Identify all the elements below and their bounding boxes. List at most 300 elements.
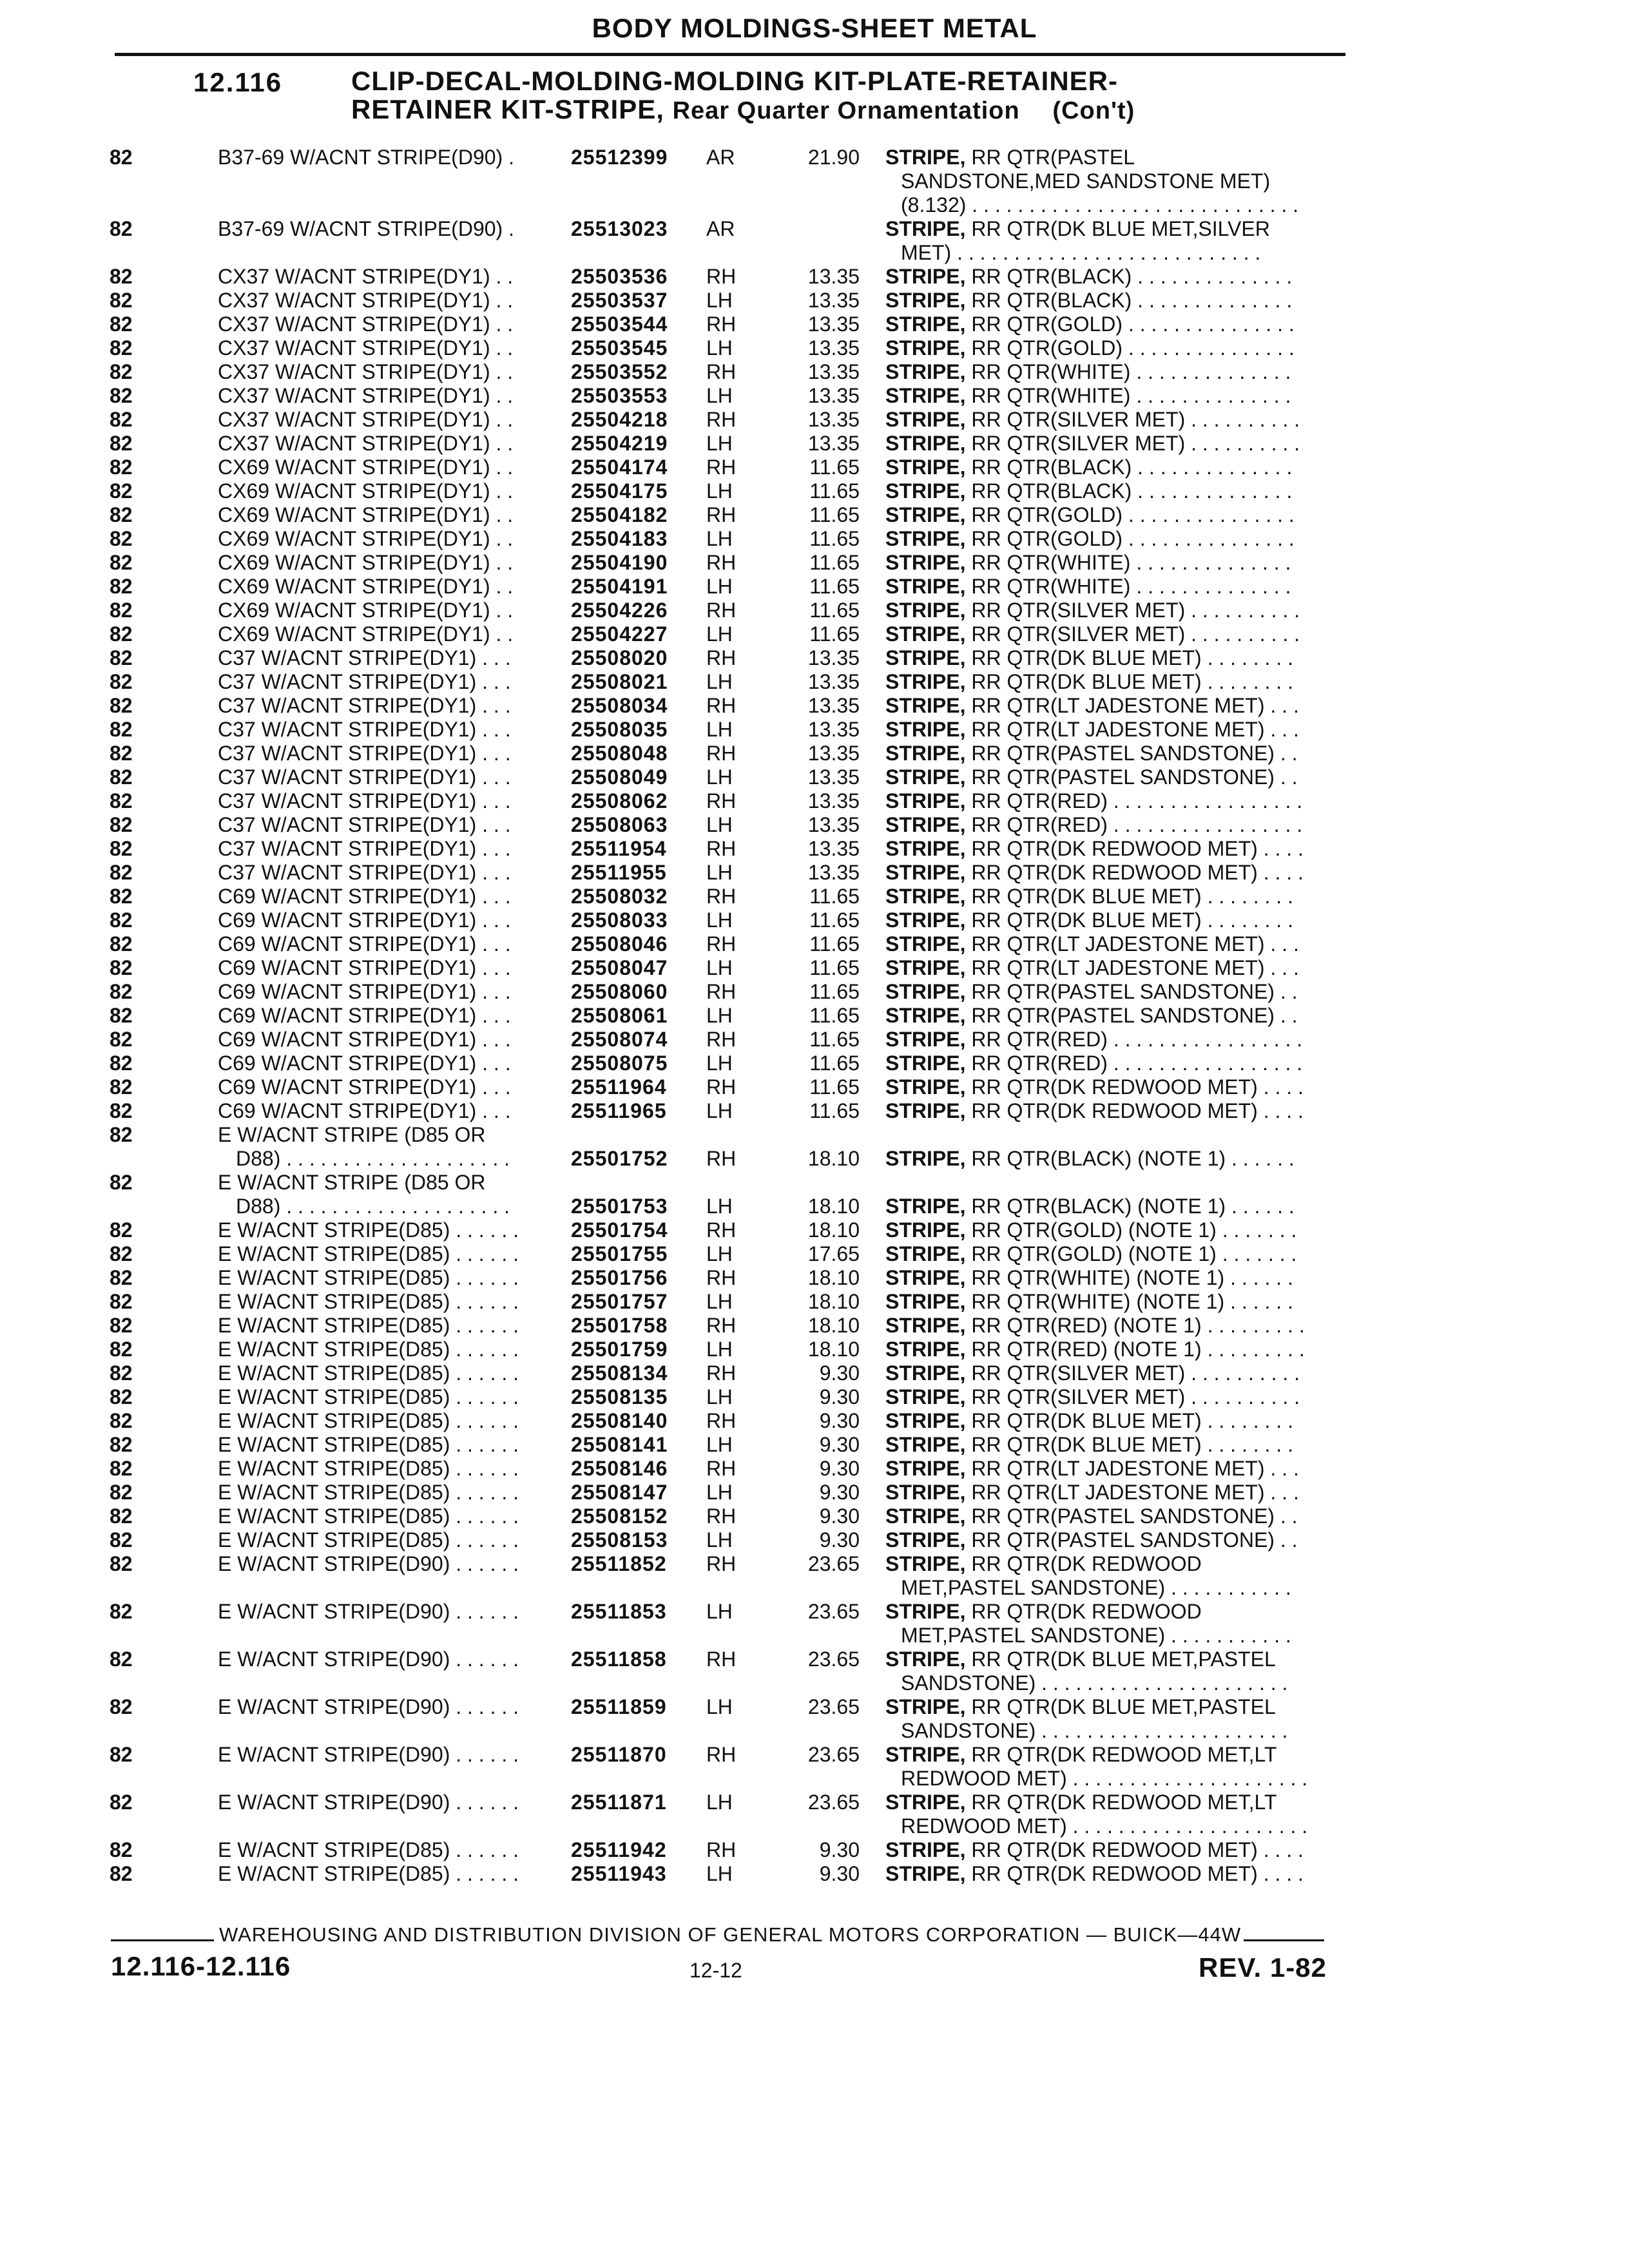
part-name-keyword: STRIPE, [885, 813, 966, 836]
part-name-keyword: STRIPE, [885, 1743, 966, 1766]
part-name-keyword: STRIPE, [885, 622, 966, 646]
group-number: 82 [110, 527, 133, 550]
part-number: 25504174 [571, 456, 668, 479]
table-row [0, 1457, 1629, 1481]
table-row [0, 932, 1629, 956]
side-code: AR [706, 146, 735, 169]
table-row [0, 432, 1629, 456]
part-name [879, 765, 1349, 789]
page-header: BODY MOLDINGS-SHEET METAL [592, 13, 1037, 43]
part-name-keyword: STRIPE, [885, 932, 966, 956]
table-row [0, 1481, 1629, 1504]
side-code: LH [706, 765, 733, 789]
price: 23.65 [807, 1552, 860, 1575]
part-name-detail: RR QTR(LT JADESTONE MET) . . . [965, 1457, 1299, 1480]
model-description: E W/ACNT STRIPE(D90) . . . . . . [218, 1743, 519, 1766]
part-name-detail: RR QTR(PASTEL SANDSTONE) . . [965, 1504, 1298, 1528]
part-name [879, 789, 1349, 813]
part-name [879, 1838, 1349, 1862]
part-name-keyword: STRIPE, [885, 1195, 966, 1218]
part-name-keyword: STRIPE, [885, 1791, 966, 1814]
part-name [879, 1099, 1349, 1123]
group-number: 82 [110, 479, 133, 503]
part-name-continuation: REDWOOD MET) . . . . . . . . . . . . . . . . . . . . . [901, 1814, 1308, 1838]
part-name-keyword: STRIPE, [885, 1481, 966, 1504]
price: 13.35 [807, 289, 860, 312]
part-name [879, 670, 1349, 694]
part-number: 25508035 [571, 718, 668, 741]
side-code: RH [706, 1218, 737, 1242]
group-number: 82 [110, 575, 133, 598]
price: 23.65 [807, 1600, 860, 1623]
part-name [879, 1385, 1349, 1409]
table-row [0, 1743, 1629, 1791]
price: 11.65 [809, 1075, 860, 1099]
table-row [0, 1099, 1629, 1123]
part-name-detail: RR QTR(GOLD) . . . . . . . . . . . . . . . [965, 527, 1295, 550]
part-name-detail: RR QTR(DK BLUE MET,PASTEL [965, 1648, 1276, 1671]
part-name-keyword: STRIPE, [885, 1266, 966, 1289]
part-name [879, 599, 1349, 622]
part-number: 25511954 [571, 837, 667, 860]
part-name-keyword: STRIPE, [885, 503, 966, 526]
footer-rule-right [1244, 1939, 1324, 1941]
table-row [0, 885, 1629, 908]
group-number: 82 [110, 265, 133, 288]
side-code: LH [706, 908, 733, 932]
part-number: 25503553 [571, 384, 668, 407]
price: 9.30 [819, 1433, 860, 1456]
section-title-line1: CLIP-DECAL-MOLDING-MOLDING KIT-PLATE-RETAINER- [351, 66, 1118, 96]
table-row [0, 1171, 1629, 1218]
price: 23.65 [807, 1743, 860, 1766]
part-name [879, 1743, 1349, 1791]
side-code: RH [706, 1361, 737, 1385]
table-row [0, 1433, 1629, 1457]
table-row [0, 575, 1629, 599]
group-number: 82 [110, 1075, 133, 1099]
part-name [879, 718, 1349, 742]
price: 13.35 [807, 694, 860, 717]
side-code: LH [706, 1052, 733, 1075]
group-number: 82 [110, 432, 133, 455]
side-code: LH [706, 1791, 733, 1814]
price: 13.35 [807, 813, 860, 836]
part-number: 25501757 [571, 1290, 668, 1313]
part-number: 25508141 [571, 1433, 668, 1456]
part-number: 25511955 [571, 861, 667, 884]
model-description: C37 W/ACNT STRIPE(DY1) . . . [218, 861, 511, 884]
part-name-keyword: STRIPE, [885, 718, 966, 741]
model-description: C69 W/ACNT STRIPE(DY1) . . . [218, 885, 511, 908]
part-number: 25511853 [571, 1600, 667, 1623]
table-row [0, 813, 1629, 837]
part-number: 25501754 [571, 1218, 668, 1242]
price: 11.65 [809, 456, 860, 479]
part-name-detail: RR QTR(DK BLUE MET,PASTEL [965, 1695, 1276, 1718]
model-description-line1: E W/ACNT STRIPE (D85 OR [218, 1123, 486, 1146]
side-code: LH [706, 1600, 733, 1623]
side-code: RH [706, 1314, 737, 1337]
side-code: LH [706, 1695, 733, 1718]
table-row [0, 1075, 1629, 1099]
part-name [879, 146, 1349, 217]
model-description: C69 W/ACNT STRIPE(DY1) . . . [218, 1099, 511, 1122]
table-row [0, 1123, 1629, 1171]
side-code: RH [706, 265, 737, 288]
table-row [0, 718, 1629, 742]
part-name-continuation: MET,PASTEL SANDSTONE) . . . . . . . . . . . [901, 1576, 1291, 1599]
part-name-keyword: STRIPE, [885, 742, 966, 765]
side-code: RH [706, 1266, 737, 1289]
price: 11.65 [809, 479, 860, 503]
table-row [0, 1552, 1629, 1600]
price: 18.10 [807, 1290, 860, 1313]
part-name-detail: RR QTR(DK BLUE MET) . . . . . . . . [965, 1433, 1293, 1456]
table-row [0, 384, 1629, 408]
part-name-keyword: STRIPE, [885, 1457, 966, 1480]
price: 13.35 [807, 265, 860, 288]
price: 23.65 [807, 1695, 860, 1718]
part-name-keyword: STRIPE, [885, 265, 966, 288]
part-name [879, 1791, 1349, 1838]
side-code: LH [706, 670, 733, 693]
model-description: E W/ACNT STRIPE(D85) . . . . . . [218, 1385, 519, 1408]
price: 9.30 [819, 1528, 860, 1552]
part-name-detail: RR QTR(DK BLUE MET) . . . . . . . . [965, 1409, 1293, 1432]
part-name-detail: RR QTR(DK REDWOOD MET) . . . . [965, 1099, 1304, 1122]
table-row [0, 217, 1629, 265]
table-row [0, 289, 1629, 312]
group-number: 82 [110, 1600, 133, 1623]
part-name [879, 885, 1349, 908]
part-name-detail: RR QTR(SILVER MET) . . . . . . . . . . [965, 599, 1300, 622]
part-number: 25508033 [571, 908, 668, 932]
part-name-keyword: STRIPE, [885, 694, 966, 717]
price: 11.65 [809, 980, 860, 1003]
group-number: 82 [110, 456, 133, 479]
part-name [879, 384, 1349, 408]
price: 9.30 [819, 1361, 860, 1385]
part-name-detail: RR QTR(SILVER MET) . . . . . . . . . . [965, 1361, 1300, 1385]
price: 21.90 [807, 146, 860, 169]
part-name-keyword: STRIPE, [885, 1338, 966, 1361]
side-code: RH [706, 932, 737, 956]
model-description: CX69 W/ACNT STRIPE(DY1) . . [218, 551, 514, 574]
table-row [0, 527, 1629, 551]
model-description-line1: E W/ACNT STRIPE (D85 OR [218, 1171, 486, 1194]
model-description: E W/ACNT STRIPE(D85) . . . . . . [218, 1338, 519, 1361]
price: 18.10 [807, 1218, 860, 1242]
price: 23.65 [807, 1791, 860, 1814]
table-row [0, 408, 1629, 432]
side-code: AR [706, 217, 735, 240]
price: 11.65 [809, 956, 860, 979]
part-name-continuation: REDWOOD MET) . . . . . . . . . . . . . . . . . . . . . [901, 1767, 1308, 1790]
table-row [0, 622, 1629, 646]
part-name-detail: RR QTR(GOLD) . . . . . . . . . . . . . . . [965, 503, 1295, 526]
side-code: LH [706, 1862, 733, 1885]
price: 13.35 [807, 718, 860, 741]
model-description: C69 W/ACNT STRIPE(DY1) . . . [218, 956, 511, 979]
part-name-detail: RR QTR(DK REDWOOD MET) . . . . [965, 1838, 1304, 1861]
group-number: 82 [110, 1266, 133, 1289]
section-code: 12.116 [193, 67, 283, 97]
part-number: 25504191 [571, 575, 668, 598]
part-name [879, 1123, 1349, 1171]
group-number: 82 [110, 1385, 133, 1408]
side-code: RH [706, 456, 737, 479]
model-description: E W/ACNT STRIPE(D85) . . . . . . [218, 1290, 519, 1313]
part-name-keyword: STRIPE, [885, 1648, 966, 1671]
side-code: LH [706, 1004, 733, 1027]
group-number: 82 [110, 1171, 133, 1194]
group-number: 82 [110, 312, 133, 336]
part-name [879, 456, 1349, 479]
part-name [879, 1528, 1349, 1552]
part-name-keyword: STRIPE, [885, 789, 966, 812]
part-name-detail: RR QTR(LT JADESTONE MET) . . . [965, 1481, 1299, 1504]
group-number: 82 [110, 1361, 133, 1385]
price: 13.35 [807, 336, 860, 360]
model-description: CX37 W/ACNT STRIPE(DY1) . . [218, 384, 514, 407]
model-description: CX37 W/ACNT STRIPE(DY1) . . [218, 408, 514, 431]
group-number: 82 [110, 503, 133, 526]
part-number: 25508074 [571, 1028, 668, 1051]
table-row [0, 861, 1629, 885]
group-number: 82 [110, 1242, 133, 1265]
group-number: 82 [110, 384, 133, 407]
group-number: 82 [110, 1123, 133, 1146]
part-name [879, 1004, 1349, 1028]
part-name [879, 265, 1349, 289]
part-name-keyword: STRIPE, [885, 1695, 966, 1718]
side-code: LH [706, 527, 733, 550]
table-row [0, 694, 1629, 718]
part-number: 25508021 [571, 670, 668, 693]
section-title [351, 67, 1135, 125]
part-name [879, 1052, 1349, 1075]
side-code: RH [706, 1028, 737, 1051]
table-row [0, 1409, 1629, 1433]
part-name [879, 1409, 1349, 1433]
table-row [0, 837, 1629, 861]
group-number: 82 [110, 289, 133, 312]
price: 23.65 [807, 1648, 860, 1671]
part-name-detail: RR QTR(PASTEL SANDSTONE) . . [965, 1528, 1298, 1552]
price: 13.35 [807, 837, 860, 860]
price: 9.30 [819, 1385, 860, 1408]
part-number: 25508135 [571, 1385, 668, 1408]
part-name-detail: RR QTR(WHITE) . . . . . . . . . . . . . . [965, 360, 1291, 383]
part-name-keyword: STRIPE, [885, 1052, 966, 1075]
part-name-detail: RR QTR(SILVER MET) . . . . . . . . . . [965, 432, 1300, 455]
part-number: 25504190 [571, 551, 668, 574]
side-code: RH [706, 408, 737, 431]
part-name [879, 1338, 1349, 1361]
part-name-keyword: STRIPE, [885, 1290, 966, 1313]
table-row [0, 742, 1629, 765]
side-code: RH [706, 1075, 737, 1099]
group-number: 82 [110, 813, 133, 836]
side-code: LH [706, 813, 733, 836]
part-number: 25503552 [571, 360, 668, 383]
part-name [879, 432, 1349, 456]
group-number: 82 [110, 1099, 133, 1122]
part-name-keyword: STRIPE, [885, 1147, 966, 1170]
footer-rule-left [111, 1939, 214, 1941]
model-description: E W/ACNT STRIPE(D90) . . . . . . [218, 1552, 519, 1575]
part-name-detail: RR QTR(DK BLUE MET) . . . . . . . . [965, 885, 1293, 908]
model-description [218, 1123, 571, 1171]
model-description: C37 W/ACNT STRIPE(DY1) . . . [218, 646, 511, 669]
part-name-keyword: STRIPE, [885, 312, 966, 336]
part-name-detail: RR QTR(GOLD) (NOTE 1) . . . . . . . [965, 1242, 1297, 1265]
part-name-detail: RR QTR(LT JADESTONE MET) . . . [965, 932, 1299, 956]
model-description: C69 W/ACNT STRIPE(DY1) . . . [218, 1004, 511, 1027]
part-name [879, 1218, 1349, 1242]
part-name [879, 1552, 1349, 1600]
part-name-keyword: STRIPE, [885, 1004, 966, 1027]
group-number: 82 [110, 908, 133, 932]
part-number: 25511859 [571, 1695, 667, 1718]
part-number: 25508061 [571, 1004, 668, 1027]
part-name [879, 1600, 1349, 1648]
group-number: 82 [110, 1838, 133, 1861]
side-code: RH [706, 1409, 737, 1432]
side-code: LH [706, 1290, 733, 1313]
group-number: 82 [110, 1457, 133, 1480]
model-description: C69 W/ACNT STRIPE(DY1) . . . [218, 908, 511, 932]
side-code: RH [706, 980, 737, 1003]
part-number: 25511852 [571, 1552, 667, 1575]
model-description: C37 W/ACNT STRIPE(DY1) . . . [218, 694, 511, 717]
group-number: 82 [110, 1290, 133, 1313]
part-name-detail: RR QTR(LT JADESTONE MET) . . . [965, 956, 1299, 979]
part-name-keyword: STRIPE, [885, 289, 966, 312]
part-name [879, 1504, 1349, 1528]
part-name-continuation: SANDSTONE) . . . . . . . . . . . . . . . . . . . . . . [901, 1719, 1288, 1742]
price: 9.30 [819, 1457, 860, 1480]
part-name-keyword: STRIPE, [885, 432, 966, 455]
model-description: E W/ACNT STRIPE(D85) . . . . . . [218, 1838, 519, 1861]
table-row [0, 1528, 1629, 1552]
part-name [879, 837, 1349, 861]
part-number: 25508075 [571, 1052, 668, 1075]
model-description [218, 1171, 571, 1218]
part-number: 25504219 [571, 432, 668, 455]
part-name [879, 956, 1349, 980]
table-row [0, 1314, 1629, 1338]
side-code: RH [706, 312, 737, 336]
model-description: C69 W/ACNT STRIPE(DY1) . . . [218, 980, 511, 1003]
model-description: C37 W/ACNT STRIPE(DY1) . . . [218, 670, 511, 693]
model-description: CX69 W/ACNT STRIPE(DY1) . . [218, 599, 514, 622]
part-name-keyword: STRIPE, [885, 1099, 966, 1122]
part-name-detail: RR QTR(WHITE) (NOTE 1) . . . . . . [965, 1266, 1293, 1289]
table-row [0, 1600, 1629, 1648]
price: 13.35 [807, 742, 860, 765]
side-code: LH [706, 1433, 733, 1456]
side-code: LH [706, 718, 733, 741]
part-name-keyword: STRIPE, [885, 908, 966, 932]
part-number: 25501755 [571, 1242, 668, 1265]
group-number: 82 [110, 1552, 133, 1575]
header-rule [115, 53, 1345, 56]
part-name-detail: RR QTR(SILVER MET) . . . . . . . . . . [965, 408, 1300, 431]
table-row [0, 1242, 1629, 1266]
table-row [0, 1218, 1629, 1242]
part-name [879, 408, 1349, 432]
part-name [879, 1266, 1349, 1290]
part-name-continuation: (8.132) . . . . . . . . . . . . . . . . . . . . . . . . . . . . . [901, 193, 1299, 216]
part-number: 25508048 [571, 742, 668, 765]
part-number: 25503537 [571, 289, 668, 312]
part-number: 25508140 [571, 1409, 668, 1432]
group-number: 82 [110, 622, 133, 646]
table-row [0, 1361, 1629, 1385]
part-name [879, 527, 1349, 551]
model-description: CX37 W/ACNT STRIPE(DY1) . . [218, 360, 514, 383]
part-name-keyword: STRIPE, [885, 360, 966, 383]
side-code: LH [706, 1099, 733, 1122]
group-number: 82 [110, 1218, 133, 1242]
side-code: RH [706, 551, 737, 574]
part-name-keyword: STRIPE, [885, 456, 966, 479]
part-number: 25508032 [571, 885, 668, 908]
part-number: 25501759 [571, 1338, 668, 1361]
model-description: C69 W/ACNT STRIPE(DY1) . . . [218, 1028, 511, 1051]
part-name-detail: RR QTR(DK REDWOOD [965, 1552, 1202, 1575]
part-name-detail: RR QTR(BLACK) (NOTE 1) . . . . . . [965, 1147, 1295, 1170]
part-name [879, 861, 1349, 885]
side-code: RH [706, 1648, 737, 1671]
table-row [0, 360, 1629, 384]
part-name-detail: RR QTR(LT JADESTONE MET) . . . [965, 718, 1299, 741]
part-name-detail: RR QTR(DK REDWOOD MET,LT [965, 1743, 1277, 1766]
group-number: 82 [110, 742, 133, 765]
part-number: 25511871 [571, 1791, 667, 1814]
side-code: LH [706, 622, 733, 646]
price: 13.35 [807, 670, 860, 693]
part-name-detail: RR QTR(LT JADESTONE MET) . . . [965, 694, 1299, 717]
group-number: 82 [110, 765, 133, 789]
part-name [879, 1075, 1349, 1099]
part-name-detail: RR QTR(WHITE) . . . . . . . . . . . . . . [965, 551, 1291, 574]
model-description: C69 W/ACNT STRIPE(DY1) . . . [218, 1075, 511, 1099]
part-name-keyword: STRIPE, [885, 1218, 966, 1242]
part-number: 25511943 [571, 1862, 667, 1885]
table-row [0, 789, 1629, 813]
price: 11.65 [809, 599, 860, 622]
part-name [879, 1481, 1349, 1504]
group-number: 82 [110, 670, 133, 693]
side-code: RH [706, 1457, 737, 1480]
part-name-keyword: STRIPE, [885, 1504, 966, 1528]
table-row [0, 551, 1629, 575]
side-code: RH [706, 599, 737, 622]
table-row [0, 1695, 1629, 1743]
model-description: CX37 W/ACNT STRIPE(DY1) . . [218, 265, 514, 288]
part-name [879, 1361, 1349, 1385]
model-description: CX69 W/ACNT STRIPE(DY1) . . [218, 456, 514, 479]
part-number: 25508063 [571, 813, 668, 836]
part-name-keyword: STRIPE, [885, 217, 966, 240]
part-name-detail: RR QTR(RED) (NOTE 1) . . . . . . . . . [965, 1314, 1305, 1337]
part-name-keyword: STRIPE, [885, 670, 966, 693]
group-number: 82 [110, 694, 133, 717]
part-number: 25511858 [571, 1648, 667, 1671]
